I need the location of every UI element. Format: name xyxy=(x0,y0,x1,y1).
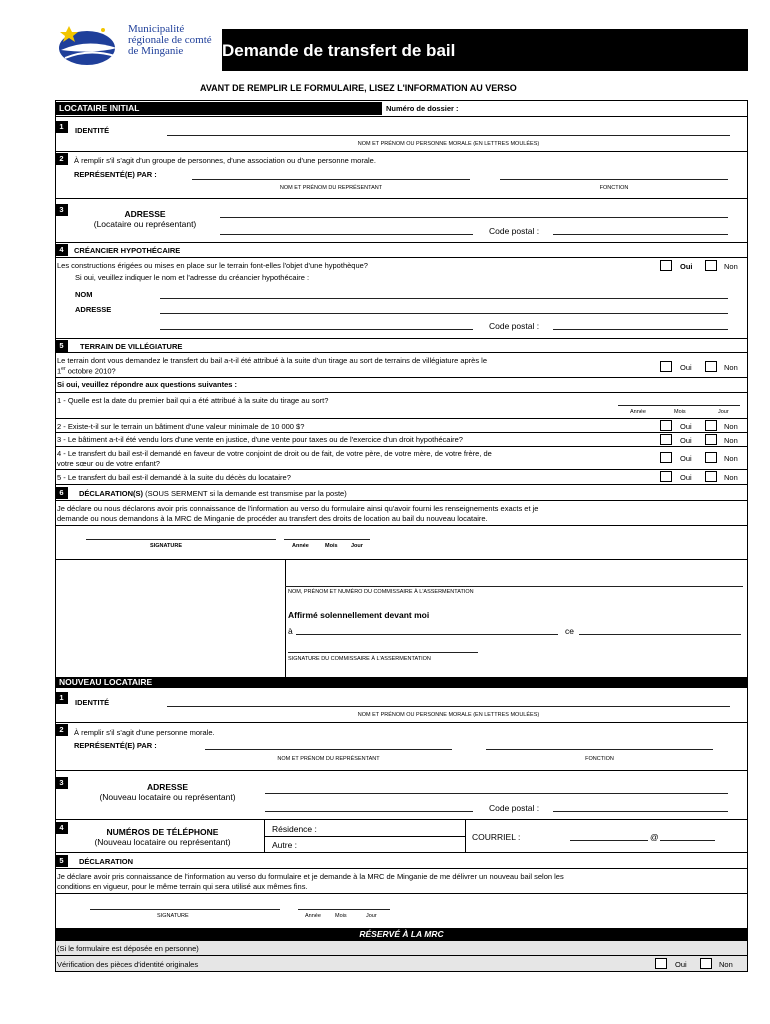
oui-label: Oui xyxy=(680,422,692,431)
courriel-label: COURRIEL : xyxy=(472,832,521,842)
non-label: Non xyxy=(724,363,738,372)
org-name-line3: de Minganie xyxy=(128,45,184,57)
nouveau-represente-fonction-input[interactable] xyxy=(486,749,713,750)
nouveau-adresse-label: ADRESSE xyxy=(146,782,189,792)
villegiature-non-checkbox[interactable] xyxy=(705,361,717,372)
section-frame-nouveau xyxy=(55,688,748,928)
nouveau-signature-date-input[interactable] xyxy=(298,909,390,910)
signature-date-input[interactable] xyxy=(284,539,370,540)
section-bar-initial: LOCATAIRE INITIAL xyxy=(55,102,382,115)
section-number: 5 xyxy=(55,855,68,867)
nouveau-declaration-title: DÉCLARATION xyxy=(79,857,134,866)
q2-oui-checkbox[interactable] xyxy=(660,420,672,431)
section-number: 4 xyxy=(55,244,68,256)
section-number: 4 xyxy=(55,822,68,834)
question-4-line2: votre sœur ou de votre enfant? xyxy=(57,459,160,468)
non-label: Non xyxy=(724,454,738,463)
section-number: 2 xyxy=(55,724,68,736)
non-label: Non xyxy=(724,436,738,445)
hypotheque-question: Les constructions érigées ou mises en place sur le terrain font-elles l'objet d'une hypothèque? xyxy=(57,261,368,270)
affirme-label: Affirmé solennellement devant moi xyxy=(288,610,430,620)
oui-label: Oui xyxy=(680,363,692,372)
non-label: Non xyxy=(724,473,738,482)
nouveau-s2-instruction: À remplir s'il s'agit d'une personne morale. xyxy=(74,728,215,737)
a-label: à xyxy=(288,626,293,636)
courriel-user-input[interactable] xyxy=(570,840,648,841)
org-name-line2: régionale de comté xyxy=(128,34,212,46)
hypotheque-question-2: Si oui, veuillez indiquer le nom et l'adresse du créancier hypothécaire : xyxy=(75,273,310,282)
verification-non-checkbox[interactable] xyxy=(700,958,712,969)
commissaire-input[interactable] xyxy=(285,586,743,587)
nouveau-mois-caption: Mois xyxy=(335,913,347,919)
nouveau-identite-input[interactable] xyxy=(167,706,730,707)
nouveau-represente-fonction-caption: FONCTION xyxy=(585,756,614,762)
q4-oui-checkbox[interactable] xyxy=(660,452,672,463)
creancier-code-postal-input[interactable] xyxy=(553,329,728,330)
sig-commissaire-input[interactable] xyxy=(288,652,478,653)
telephone-label: NUMÉROS DE TÉLÉPHONE xyxy=(106,827,219,837)
si-oui-instruction: Si oui, veuillez répondre aux questions suivantes : xyxy=(57,380,238,389)
nouveau-jour-caption: Jour xyxy=(366,913,377,919)
section-number: 1 xyxy=(55,121,68,133)
declaration-text: Je déclare ou nous déclarons avoir pris connaissance de l'information au verso du formulaire ainsi qu'avoir fourni les renseignements exacts et je xyxy=(57,504,539,513)
represente-label: REPRÉSENTÉ(E) PAR : xyxy=(74,170,157,179)
q2-non-checkbox[interactable] xyxy=(705,420,717,431)
code-postal-label: Code postal : xyxy=(489,226,540,236)
question-5: 5 - Le transfert du bail est-il demandé à la suite du décès du locataire? xyxy=(57,473,291,482)
reserve-line1: (Si le formulaire est déposée en personne) xyxy=(57,944,199,953)
instruction-text: AVANT DE REMPLIR LE FORMULAIRE, LISEZ L'INFORMATION AU VERSO xyxy=(200,83,517,93)
q1-mois-caption: Mois xyxy=(674,409,686,415)
q3-oui-checkbox[interactable] xyxy=(660,434,672,445)
nouveau-code-postal-label: Code postal : xyxy=(489,803,540,813)
oui-label: Oui xyxy=(680,436,692,445)
nouveau-identite-caption: NOM ET PRÉNOM OU PERSONNE MORALE (EN LETTRES MOULÉES) xyxy=(357,712,540,718)
q5-non-checkbox[interactable] xyxy=(705,471,717,482)
nouveau-declaration-text: Je déclare avoir pris connaissance de l'information au verso du formulaire et je demande à la MRC de Minganie de me délivrer un nouveau bail selon les xyxy=(57,872,564,881)
org-name-line1: Municipalité xyxy=(128,23,185,35)
jour-caption: Jour xyxy=(351,543,363,549)
non-label: Non xyxy=(719,960,733,969)
sig-commissaire-caption: SIGNATURE DU COMMISSAIRE À L'ASSERMENTATION xyxy=(288,656,431,662)
question-4: 4 - Le transfert du bail est-il demandé en faveur de votre conjoint de droit ou de fait, de votre père, de votre mère, de votre frère, de xyxy=(57,449,492,458)
nouveau-represente-name-input[interactable] xyxy=(205,749,452,750)
verification-oui-checkbox[interactable] xyxy=(655,958,667,969)
nouveau-identite-label: IDENTITÉ xyxy=(75,698,110,707)
creancier-adresse-label: ADRESSE xyxy=(75,305,112,314)
nouveau-signature-input[interactable] xyxy=(90,909,280,910)
identite-caption: NOM ET PRÉNOM OU PERSONNE MORALE (EN LETTRES MOULÉES) xyxy=(357,141,540,147)
represente-name-caption: NOM ET PRÉNOM DU REPRÉSENTANT xyxy=(279,185,383,191)
section-number: 1 xyxy=(55,692,68,704)
section-number: 6 xyxy=(55,487,68,499)
question-3: 3 - Le bâtiment a-t-il été vendu lors d'une vente en justice, d'une vente pour taxes ou de l'exercice d'un droit hypothécaire? xyxy=(57,435,463,444)
nouveau-annee-caption: Année xyxy=(305,913,321,919)
nouveau-adresse-input-2[interactable] xyxy=(265,811,473,812)
nouveau-adresse-sub: (Nouveau locataire ou représentant) xyxy=(99,792,236,802)
q5-oui-checkbox[interactable] xyxy=(660,471,672,482)
autre-input[interactable] xyxy=(310,838,462,851)
non-label: Non xyxy=(724,422,738,431)
nouveau-declaration-text-line2: conditions en vigueur, pour le même terrain qui sera utilisé aux mêmes fins. xyxy=(57,882,308,891)
reserve-title: RÉSERVÉ À LA MRC xyxy=(359,929,444,939)
declaration-title: DÉCLARATION(S) (SOUS SERMENT si la demande est transmise par la poste) xyxy=(79,489,347,498)
villegiature-oui-checkbox[interactable] xyxy=(660,361,672,372)
q1-date-input[interactable] xyxy=(618,405,740,406)
oui-label: Oui xyxy=(675,960,687,969)
nouveau-signature-caption: SIGNATURE xyxy=(157,913,189,919)
reserve-line2: Vérification des pièces d'identité originales xyxy=(57,960,199,969)
identite-label: IDENTITÉ xyxy=(75,126,110,135)
hypotheque-oui-checkbox[interactable] xyxy=(660,260,672,271)
commissaire-caption: NOM, PRÉNOM ET NUMÉRO DU COMMISSAIRE À L'ASSERMENTATION xyxy=(288,589,474,595)
q3-non-checkbox[interactable] xyxy=(705,434,717,445)
oui-label: Oui xyxy=(680,262,693,271)
at-symbol: @ xyxy=(650,832,659,842)
mois-caption: Mois xyxy=(325,543,338,549)
ce-label: ce xyxy=(565,626,574,636)
q1-jour-caption: Jour xyxy=(718,409,729,415)
q1-annee-caption: Année xyxy=(630,409,646,415)
telephone-sub: (Nouveau locataire ou représentant) xyxy=(94,837,231,847)
courriel-domain-input[interactable] xyxy=(660,840,715,841)
oui-label: Oui xyxy=(680,454,692,463)
identite-input[interactable] xyxy=(167,135,730,136)
villegiature-question: Le terrain dont vous demandez le transfert du bail a-t-il été attribué à la suite d'un tirage au sort de terrains de villégiature après le xyxy=(57,356,488,365)
autre-label: Autre : xyxy=(272,840,298,850)
represente-name-input[interactable] xyxy=(192,179,470,180)
question-2: 2 - Existe-t-il sur le terrain un bâtiment d'une valeur minimale de 10 000 $? xyxy=(57,422,305,431)
nouveau-adresse-input-1[interactable] xyxy=(265,793,728,794)
adresse-sub: (Locataire ou représentant) xyxy=(93,219,197,229)
declaration-text-line2: demande ou nous demandons à la MRC de Minganie de procéder au transfert des droits de location au bail du nouveau locataire. xyxy=(57,514,488,523)
non-label: Non xyxy=(724,262,738,271)
q4-non-checkbox[interactable] xyxy=(705,452,717,463)
residence-input[interactable] xyxy=(330,821,462,834)
creancier-nom-label: NOM xyxy=(75,290,93,299)
nouveau-represente-name-caption: NOM ET PRÉNOM DU REPRÉSENTANT xyxy=(277,756,380,762)
date-ce-input[interactable] xyxy=(579,634,741,635)
section-number: 2 xyxy=(55,153,68,165)
represente-fonction-input[interactable] xyxy=(500,179,728,180)
s2-instruction: À remplir s'il s'agit d'un groupe de personnes, d'une association ou d'une personne morale. xyxy=(74,156,376,165)
adresse-input-1[interactable] xyxy=(220,217,728,218)
section-number: 5 xyxy=(55,340,68,352)
villegiature-question-date: 1er octobre 2010? xyxy=(57,366,116,376)
section-bar-nouveau: NOUVEAU LOCATAIRE xyxy=(55,677,748,688)
adresse-input-2[interactable] xyxy=(220,234,473,235)
signature-caption: SIGNATURE xyxy=(150,543,182,549)
creancier-adresse-input-2[interactable] xyxy=(160,329,473,330)
residence-label: Résidence : xyxy=(272,824,317,834)
section-number: 3 xyxy=(55,777,68,789)
creancier-nom-input[interactable] xyxy=(160,298,728,299)
hypotheque-non-checkbox[interactable] xyxy=(705,260,717,271)
oui-label: Oui xyxy=(680,473,692,482)
lieu-input[interactable] xyxy=(296,634,558,635)
villegiature-title: TERRAIN DE VILLÉGIATURE xyxy=(80,342,183,351)
code-postal-input[interactable] xyxy=(553,234,728,235)
nouveau-represente-label: REPRÉSENTÉ(E) PAR : xyxy=(74,741,157,750)
dossier-label: Numéro de dossier : xyxy=(386,104,459,113)
signature-input[interactable] xyxy=(86,539,276,540)
section-number: 3 xyxy=(55,204,68,216)
adresse-label: ADRESSE xyxy=(124,209,166,219)
represente-fonction-caption: FONCTION xyxy=(599,185,629,191)
creancier-title: CRÉANCIER HYPOTHÉCAIRE xyxy=(74,246,181,255)
mrc-logo xyxy=(55,18,125,70)
question-1: 1 - Quelle est la date du premier bail qui a été attribué à la suite du tirage au sort? xyxy=(57,396,329,405)
nouveau-code-postal-input[interactable] xyxy=(553,811,728,812)
creancier-adresse-input-1[interactable] xyxy=(160,313,728,314)
page-title: Demande de transfert de bail xyxy=(222,41,456,60)
creancier-code-postal-label: Code postal : xyxy=(489,321,540,331)
annee-caption: Année xyxy=(292,543,309,549)
